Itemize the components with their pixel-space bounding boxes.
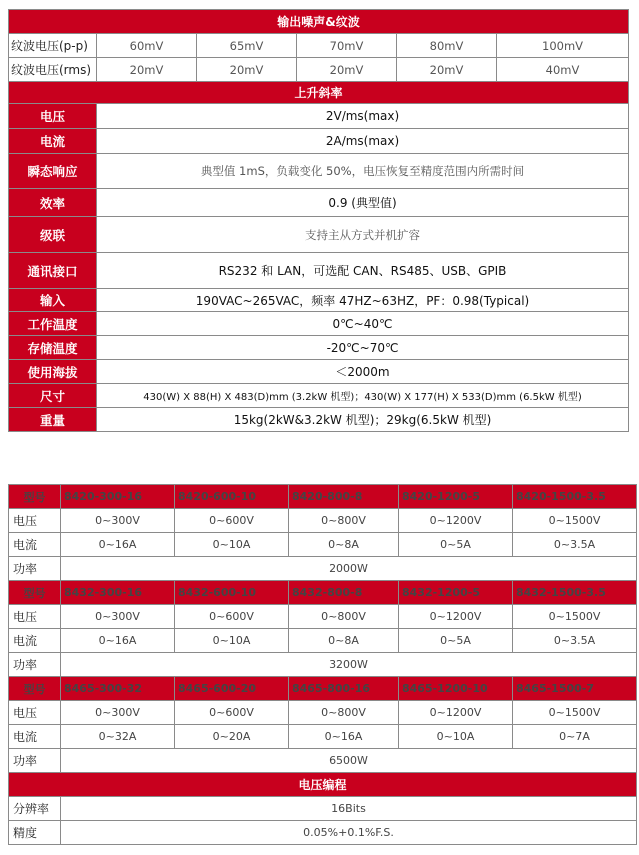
current-row (9, 629, 637, 653)
spec-label: 级联 (9, 217, 97, 253)
voltage-value: 0~1200V (399, 701, 513, 725)
voltage-value: 0~1200V (399, 509, 513, 533)
ripple-rms-value: 20mV (97, 58, 197, 82)
current-value: 0~3.5A (513, 629, 637, 653)
voltage-label: 电压 (9, 701, 61, 725)
model-name: 8465-1500-7 (513, 677, 637, 701)
spec-row-input (9, 289, 629, 312)
voltage-value: 0~800V (289, 701, 399, 725)
spec-label: 电压 (9, 104, 97, 129)
voltage-programming-header: 电压编程 (9, 773, 637, 797)
power-row (9, 749, 637, 773)
model-name: 8432-800-8 (289, 581, 399, 605)
voltage-value: 0~1500V (513, 605, 637, 629)
spec-label: 输入 (9, 289, 97, 312)
model-type-label: 型号 (9, 677, 61, 701)
ripple-pp-value: 70mV (297, 34, 397, 58)
spec-row-altitude (9, 360, 629, 384)
current-row (9, 725, 637, 749)
model-name: 8432-1200-5 (399, 581, 513, 605)
spec-label: 电流 (9, 129, 97, 154)
voltage-value: 0~300V (61, 509, 175, 533)
spec-value: ＜2000m (97, 360, 629, 384)
resolution-label: 分辨率 (9, 797, 61, 821)
spec-value: 0℃~40℃ (97, 312, 629, 336)
spec-row-transient (9, 154, 629, 189)
current-row (9, 533, 637, 557)
model-type-label: 型号 (9, 581, 61, 605)
voltage-row (9, 509, 637, 533)
model-name: 8465-1200-10 (399, 677, 513, 701)
spec-label: 工作温度 (9, 312, 97, 336)
current-value: 0~16A (61, 629, 175, 653)
model-header-row (9, 677, 637, 701)
voltage-value: 0~800V (289, 605, 399, 629)
ripple-rms-value: 20mV (397, 58, 497, 82)
spec-value: RS232 和 LAN，可选配 CAN、RS485、USB、GPIB (97, 253, 629, 289)
spec-value: 430(W) X 88(H) X 483(D)mm (3.2kW 机型)；430(W) X 177(H) X 533(D)mm (6.5kW 机型) (97, 384, 629, 408)
model-name: 8465-800-16 (289, 677, 399, 701)
current-value: 0~16A (61, 533, 175, 557)
current-value: 0~10A (399, 725, 513, 749)
voltage-value: 0~600V (175, 605, 289, 629)
power-row (9, 653, 637, 677)
ripple-pp-label: 纹波电压(p-p) (9, 34, 97, 58)
voltage-value: 0~300V (61, 605, 175, 629)
model-name: 8420-1500-3.5 (513, 485, 637, 509)
spec-label: 使用海拔 (9, 360, 97, 384)
model-table (8, 484, 637, 845)
current-value: 0~7A (513, 725, 637, 749)
current-label: 电流 (9, 629, 61, 653)
ripple-pp-value: 65mV (197, 34, 297, 58)
spec-label: 效率 (9, 189, 97, 217)
current-value: 0~5A (399, 533, 513, 557)
spec-row-efficiency (9, 189, 629, 217)
model-name: 8420-800-8 (289, 485, 399, 509)
resolution-row (9, 797, 637, 821)
spec-value: 支持主从方式并机扩容 (97, 217, 629, 253)
current-value: 0~20A (175, 725, 289, 749)
current-value: 0~5A (399, 629, 513, 653)
spec-row-operating-temp (9, 312, 629, 336)
accuracy-row (9, 821, 637, 845)
ripple-pp-value: 60mV (97, 34, 197, 58)
voltage-value: 0~1500V (513, 509, 637, 533)
ripple-rms-value: 20mV (197, 58, 297, 82)
accuracy-value: 0.05%+0.1%F.S. (61, 821, 637, 845)
spec-row-interface (9, 253, 629, 289)
spec-value: 典型值 1mS，负载变化 50%，电压恢复至精度范围内所需时间 (97, 154, 629, 189)
model-name: 8465-600-20 (175, 677, 289, 701)
ripple-rms-value: 20mV (297, 58, 397, 82)
ripple-pp-value: 100mV (497, 34, 629, 58)
current-value: 0~8A (289, 629, 399, 653)
model-name: 8420-300-16 (61, 485, 175, 509)
spec-label: 重量 (9, 408, 97, 432)
voltage-value: 0~300V (61, 701, 175, 725)
model-header-row (9, 485, 637, 509)
power-label: 功率 (9, 557, 61, 581)
spec-row-cascade (9, 217, 629, 253)
spec-row-storage-temp (9, 336, 629, 360)
voltage-row (9, 701, 637, 725)
voltage-value: 0~600V (175, 509, 289, 533)
resolution-value: 16Bits (61, 797, 637, 821)
model-type-label: 型号 (9, 485, 61, 509)
current-value: 0~10A (175, 629, 289, 653)
ripple-rms-label: 纹波电压(rms) (9, 58, 97, 82)
accuracy-label: 精度 (9, 821, 61, 845)
spec-value: 190VAC~265VAC，频率 47HZ~63HZ，PF：0.98(Typical) (97, 289, 629, 312)
ripple-pp-row (9, 34, 629, 58)
voltage-value: 0~1200V (399, 605, 513, 629)
power-value: 6500W (61, 749, 637, 773)
power-value: 2000W (61, 557, 637, 581)
voltage-label: 电压 (9, 605, 61, 629)
current-value: 0~3.5A (513, 533, 637, 557)
slew-rate-header: 上升斜率 (9, 82, 629, 104)
model-name: 8432-300-16 (61, 581, 175, 605)
spec-row-current (9, 129, 629, 154)
model-name: 8420-1200-5 (399, 485, 513, 509)
spec-label: 瞬态响应 (9, 154, 97, 189)
power-value: 3200W (61, 653, 637, 677)
power-row (9, 557, 637, 581)
spec-row-dimensions (9, 384, 629, 408)
ripple-pp-value: 80mV (397, 34, 497, 58)
spec-label: 通讯接口 (9, 253, 97, 289)
ripple-rms-value: 40mV (497, 58, 629, 82)
power-label: 功率 (9, 653, 61, 677)
current-value: 0~16A (289, 725, 399, 749)
voltage-value: 0~1500V (513, 701, 637, 725)
voltage-value: 0~600V (175, 701, 289, 725)
spec-value: 2A/ms(max) (97, 129, 629, 154)
voltage-label: 电压 (9, 509, 61, 533)
spec-row-voltage (9, 104, 629, 129)
model-header-row (9, 581, 637, 605)
voltage-value: 0~800V (289, 509, 399, 533)
power-label: 功率 (9, 749, 61, 773)
current-value: 0~8A (289, 533, 399, 557)
model-name: 8420-600-10 (175, 485, 289, 509)
current-value: 0~10A (175, 533, 289, 557)
noise-ripple-header: 输出噪声&纹波 (9, 10, 629, 34)
current-label: 电流 (9, 533, 61, 557)
voltage-row (9, 605, 637, 629)
current-value: 0~32A (61, 725, 175, 749)
spec-value: 0.9 (典型值) (97, 189, 629, 217)
spec-table (8, 9, 629, 432)
model-name: 8432-1500-3.5 (513, 581, 637, 605)
spec-row-weight (9, 408, 629, 432)
model-name: 8465-300-32 (61, 677, 175, 701)
ripple-rms-row (9, 58, 629, 82)
spec-label: 存储温度 (9, 336, 97, 360)
model-name: 8432-600-10 (175, 581, 289, 605)
spec-value: -20℃~70℃ (97, 336, 629, 360)
current-label: 电流 (9, 725, 61, 749)
spec-value: 2V/ms(max) (97, 104, 629, 129)
spec-label: 尺寸 (9, 384, 97, 408)
spec-value: 15kg(2kW&3.2kW 机型)；29kg(6.5kW 机型) (97, 408, 629, 432)
